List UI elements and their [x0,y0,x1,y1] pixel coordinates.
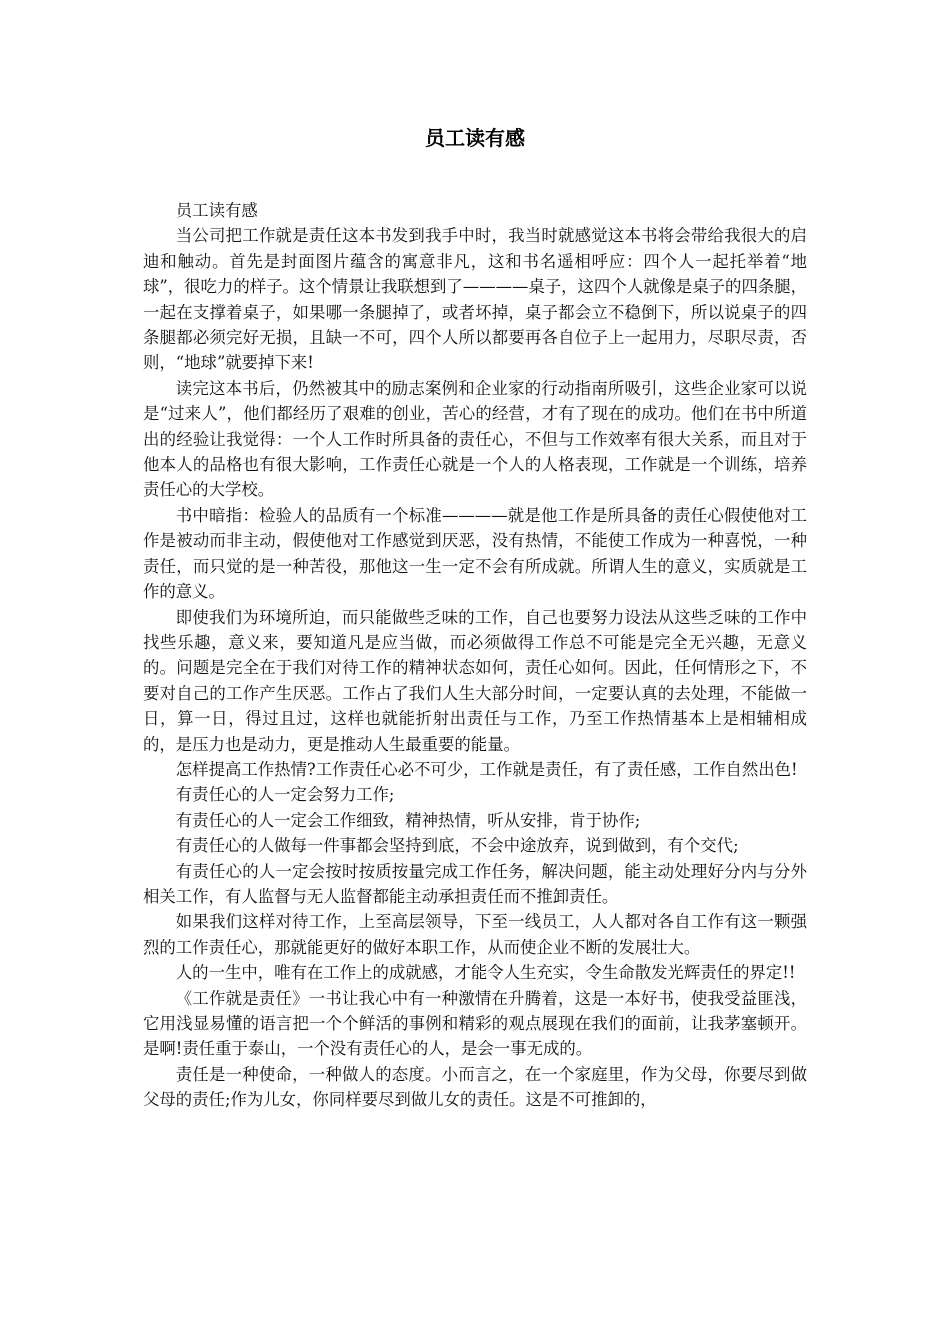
paragraph: 责任是一种使命，一种做人的态度。小而言之，在一个家庭里，作为父母，你要尽到做父母的责任;作为儿女，你同样要尽到做儿女的责任。这是不可推卸的， [143,1064,807,1110]
paragraph: 有责任心的人一定会按时按质按量完成工作任务，解决问题，能主动处理好分内与分外相关工作，有人监督与无人监督都能主动承担责任而不推卸责任。 [143,861,807,906]
paragraph: 《工作就是责任》一书让我心中有一种激情在升腾着，这是一本好书，使我受益匪浅，它用浅显易懂的语言把一个个鲜活的事例和精彩的观点展现在我们的面前，让我茅塞顿开。是啊!责任重于泰山，一个没有责任心的人，是会一事无成的。 [143,988,807,1059]
paragraph: 怎样提高工作热情?工作责任心必不可少，工作就是责任，有了责任感，工作自然出色! [175,759,798,779]
paragraph: 读完这本书后，仍然被其中的励志案例和企业家的行动指南所吸引，这些企业家可以说是“过来人”，他们都经历了艰难的创业，苦心的经营，才有了现在的成功。他们在书中所道出的经验让我觉得：一个人工作时所具备的责任心，不但与工作效率有很大关系，而且对于他本人的品格也有很大影响，工作责任心就是一个人的人格表现，工作就是一个训练，培养责任心的大学校。 [143,378,807,500]
paragraph: 即使我们为环境所迫，而只能做些乏味的工作，自己也要努力设法从这些乏味的工作中找些乐趣，意义来，要知道凡是应当做，而必须做得工作总不可能是完全无兴趣，无意义的。问题是完全在于我们对待工作的精神状态如何，责任心如何。因此，任何情形之下，不要对自己的工作产生厌恶。工作占了我们人生大部分时间，一定要认真的去处理，不能做一日，算一日，得过且过，这样也就能折射出责任与工作，乃至工作热情基本上是相辅相成的，是压力也是动力，更是推动人生最重要的能量。 [143,607,807,754]
paragraph: 人的一生中，唯有在工作上的成就感，才能令人生充实，令生命散发光辉责任的界定!! [175,963,796,983]
paragraph: 有责任心的人一定会努力工作; [175,785,395,805]
paragraph-subtitle: 员工读有感 [175,201,258,220]
paragraph: 有责任心的人做每一件事都会坚持到底，不会中途放弃，说到做到，有个交代; [175,836,739,856]
paragraph: 当公司把工作就是责任这本书发到我手中时，我当时就感觉这本书将会带给我很大的启迪和触动。首先是封面图片蕴含的寓意非凡，这和书名遥相呼应：四个人一起托举着“地球”，很吃力的样子。这个情景让我联想到了————桌子，这四个人就像是桌子的四条腿，一起在支撑着桌子，如果哪一条腿掉了，或者坏掉，桌子都会立不稳倒下，所以说桌子的四条腿都必须完好无损，且缺一不可，四个人所以都要再各自位子上一起用力，尽职尽责，否则，“地球”就要掉下来! [143,226,808,373]
document-title: 员工读有感 [425,126,525,150]
paragraph: 书中暗指：检验人的品质有一个标准————就是他工作是所具备的责任心假使他对工作是被动而非主动，假使他对工作感觉到厌恶，没有热情，不能使工作成为一种喜悦，一种责任，而只觉的是一种苦役，那他这一生一定不会有所成就。所谓人生的意义，实质就是工作的意义。 [143,505,807,602]
paragraph: 如果我们这样对待工作，上至高层领导，下至一线员工，人人都对各自工作有这一颗强烈的工作责任心，那就能更好的做好本职工作，从而使企业不断的发展壮大。 [143,912,807,957]
document-body [143,198,807,1113]
paragraph: 有责任心的人一定会工作细致，精神热情，听从安排，肯于协作; [175,810,641,830]
